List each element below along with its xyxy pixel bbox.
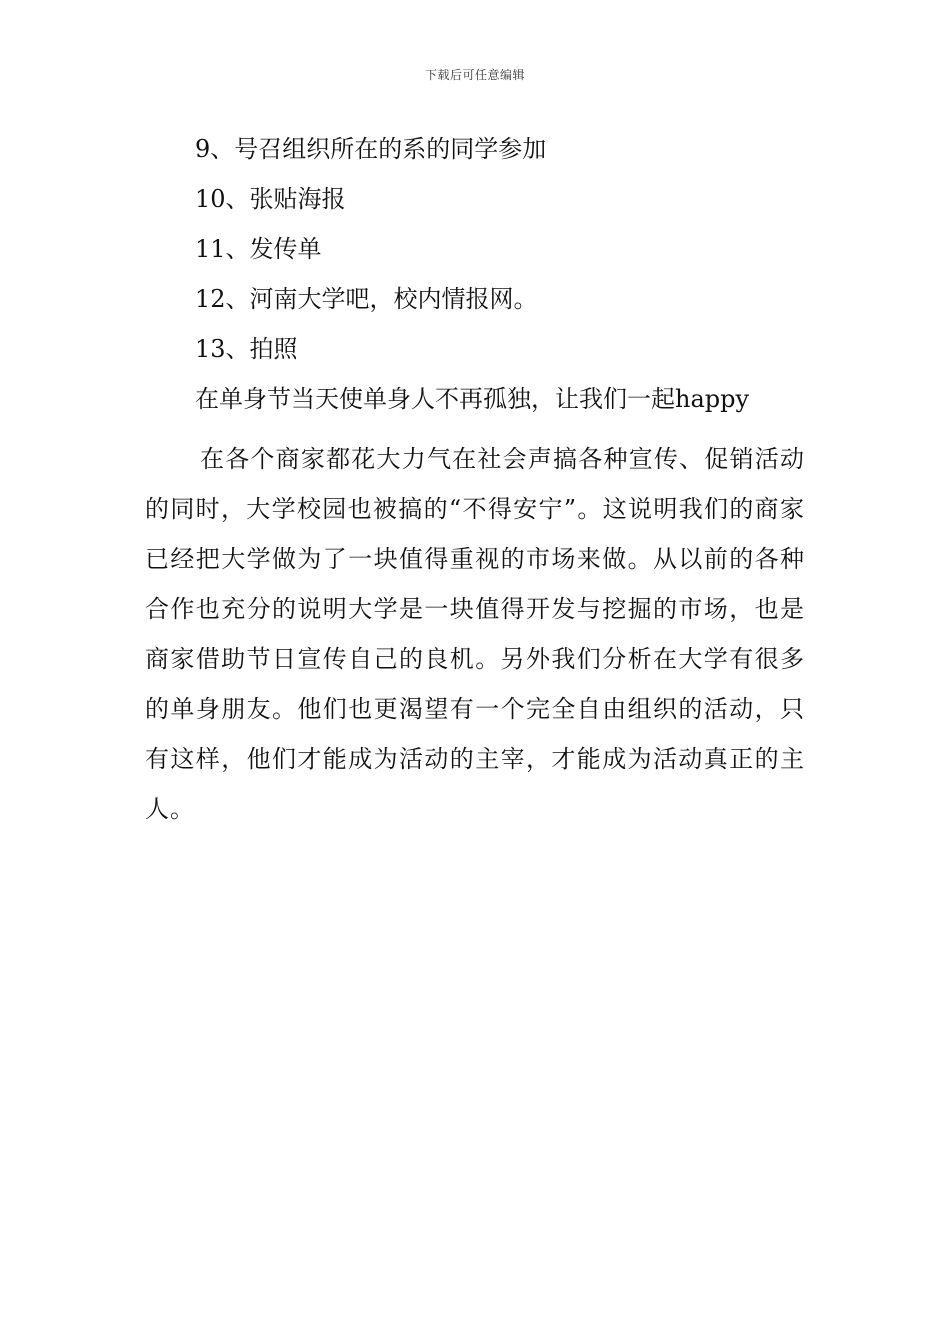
list-item-10: 10、张贴海报	[195, 185, 346, 213]
list-item-9: 9、号召组织所在的系的同学参加	[195, 135, 547, 163]
list-item-12: 12、河南大学吧，校内情报网。	[195, 285, 538, 313]
body-paragraph: 在各个商家都花大力气在社会声搞各种宣传、促销活动的同时，大学校园也被搞的“不得安宁”。这说明我们的商家已经把大学做为了一块值得重视的市场来做。从以前的各种合作也充分的说明大学是一块值得开发与挖掘的市场，也是商家借助节日宣传自己的良机。另外我们分析在大学有很多的单身朋友。他们也更渴望有一个完全自由组织的活动，只有这样，他们才能成为活动的主宰，才能成为活动真正的主人。	[145, 445, 805, 823]
slogan-line: 在单身节当天使单身人不再孤独，让我们一起happy	[195, 385, 750, 413]
header-note: 下载后可任意编辑	[424, 68, 525, 82]
list-item-13: 13、拍照	[195, 335, 298, 363]
list-item-11: 11、发传单	[195, 235, 322, 263]
